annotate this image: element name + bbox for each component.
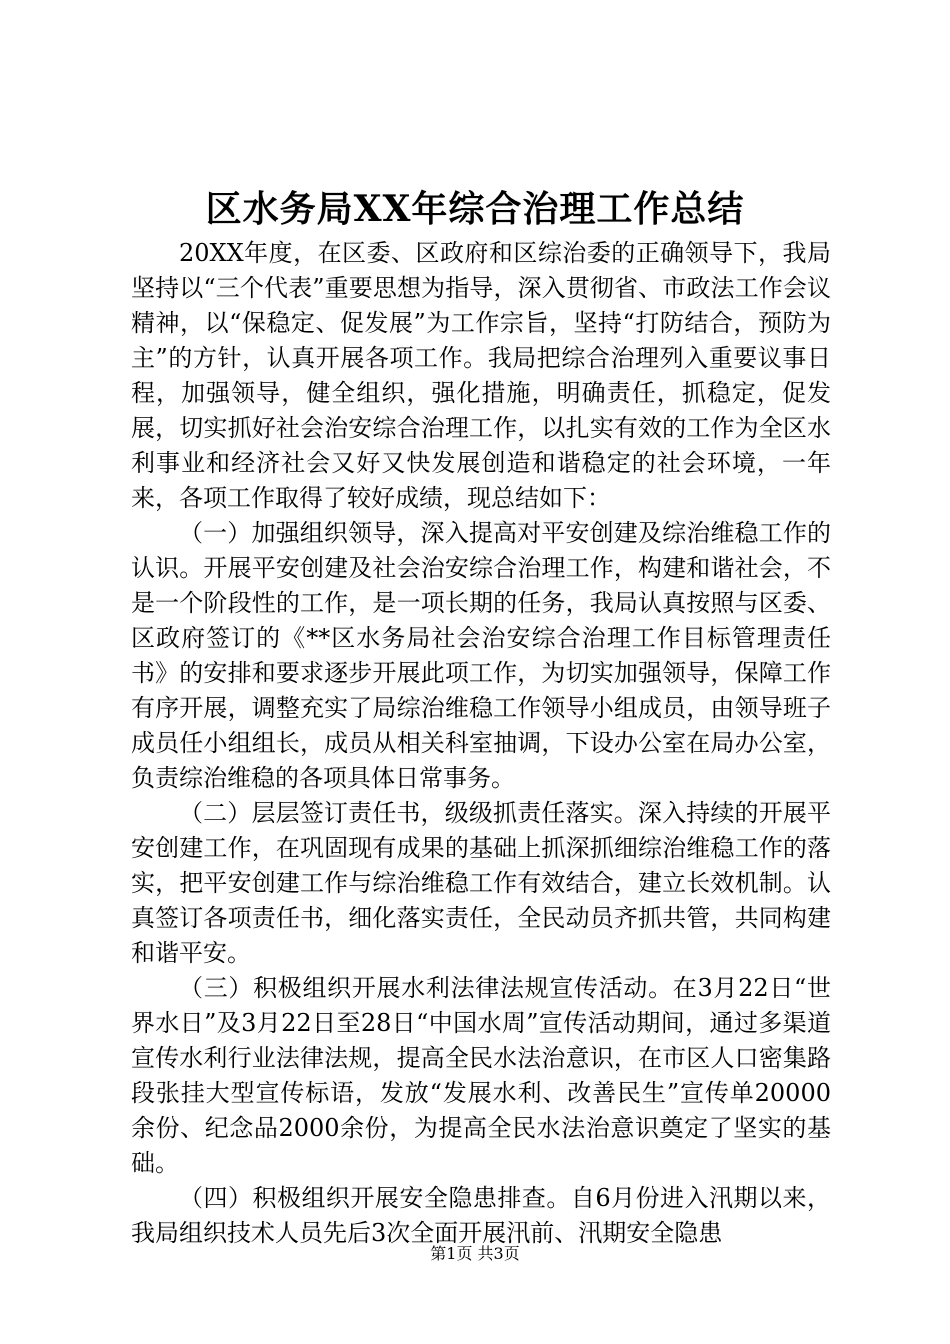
paragraph-section-2: （二）层层签订责任书，级级抓责任落实。深入持续的开展平安创建工作，在巩固现有成果的基础上抓深抓细综治维稳工作的落实，把平安创建工作与综治维稳工作有效结合，建立长效机制。认真签订各项责任书，细化落实责任，全民动员齐抓共管，共同构建和谐平安。 [131,799,831,967]
paragraph-section-1: （一）加强组织领导，深入提高对平安创建及综治维稳工作的认识。开展平安创建及社会治安综合治理工作，构建和谐社会，不是一个阶段性的工作，是一项长期的任务，我局认真按照与区委、区政府签订的《**区水务局社会治安综合治理工作目标管理责任书》的安排和要求逐步开展此项工作，为切实加强领导，保障工作有序开展，调整充实了局综治维稳工作领导小组成员，由领导班子成员任小组组长，成员从相关科室抽调，下设办公室在局办公室，负责综治维稳的各项具体日常事务。 [131,519,831,792]
document-body [131,236,831,1251]
paragraph-intro: 20XX年度，在区委、区政府和区综治委的正确领导下，我局坚持以“三个代表”重要思想为指导，深入贯彻省、市政法工作会议精神，以“保稳定、促发展”为工作宗旨，坚持“打防结合，预防为主”的方针，认真开展各项工作。我局把综合治理列入重要议事日程，加强领导，健全组织，强化措施，明确责任，抓稳定，促发展，切实抓好社会治安综合治理工作，以扎实有效的工作为全区水利事业和经济社会又好又快发展创造和谐稳定的社会环境，一年来，各项工作取得了较好成绩，现总结如下： [131,239,831,512]
page-footer: 第1页 共3页 [430,1244,520,1263]
paragraph-section-3: （三）积极组织开展水利法律法规宣传活动。在3月22日“世界水日”及3月22日至28日“中国水周”宣传活动期间，通过多渠道宣传水利行业法律法规，提高全民水法治意识，在市区人口密集路段张挂大型宣传标语，发放“发展水利、改善民生”宣传单20000余份、纪念品2000余份，为提高全民水法治意识奠定了坚实的基础。 [131,974,831,1177]
paragraph-section-4: （四）积极组织开展安全隐患排查。自6月份进入汛期以来，我局组织技术人员先后3次全面开展汛前、汛期安全隐患 [131,1184,831,1247]
document-title: 区水务局XX年综合治理工作总结 [205,188,745,230]
